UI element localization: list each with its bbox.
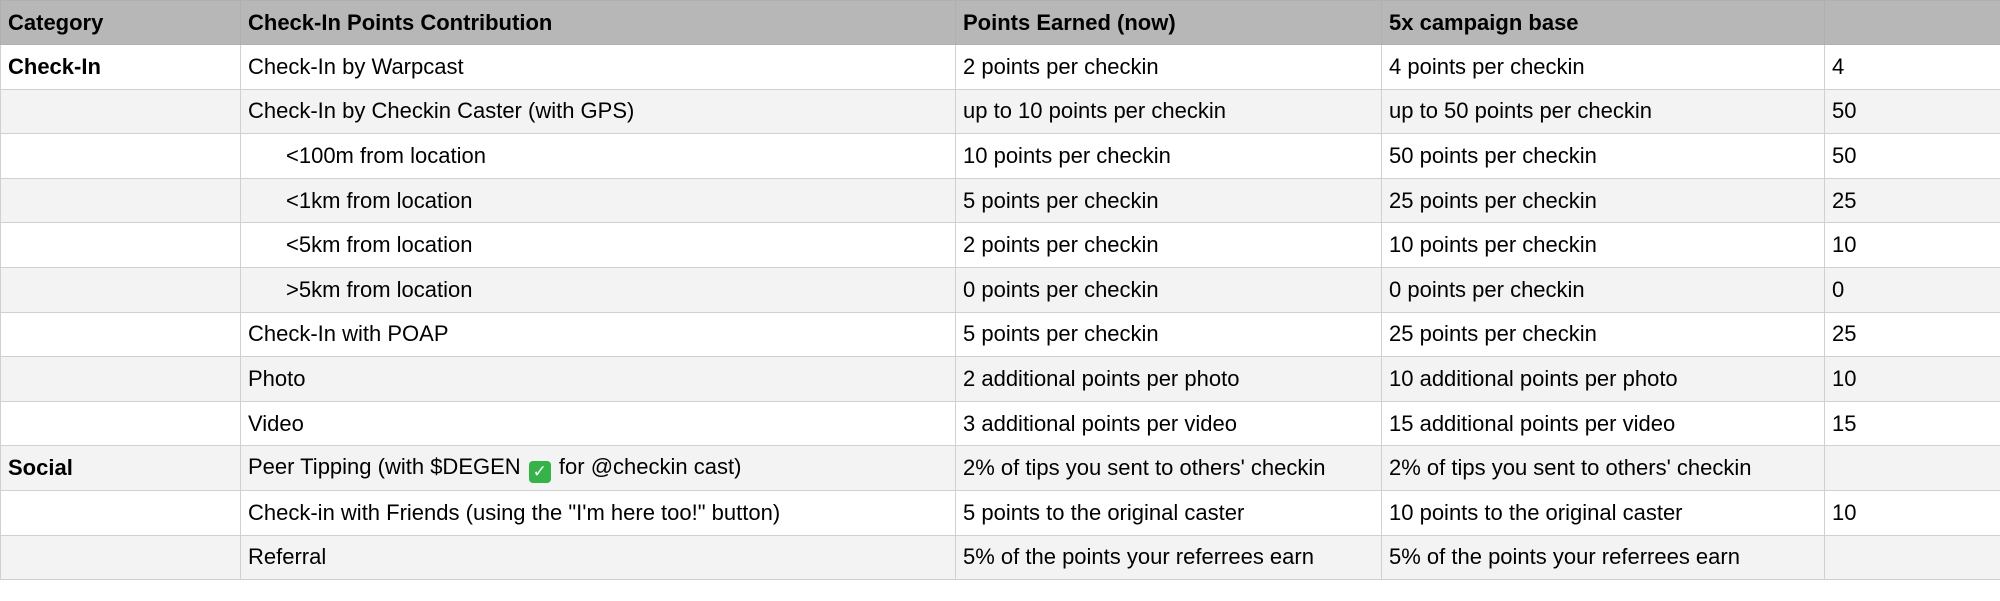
value-cell[interactable]: 50 bbox=[1825, 134, 2000, 179]
points-now-cell[interactable]: 5% of the points your referrees earn bbox=[956, 535, 1382, 580]
contribution-text-suffix: for @checkin cast) bbox=[552, 453, 742, 479]
campaign-cell[interactable]: 10 points to the original caster bbox=[1382, 490, 1825, 535]
value-cell[interactable]: 10 bbox=[1825, 223, 2000, 268]
points-now-cell[interactable]: 10 points per checkin bbox=[956, 134, 1382, 179]
points-now-cell[interactable]: 2% of tips you sent to others' checkin bbox=[956, 446, 1382, 491]
table-row bbox=[1, 223, 2000, 268]
campaign-cell[interactable]: up to 50 points per checkin bbox=[1382, 89, 1825, 134]
value-cell[interactable]: 10 bbox=[1825, 357, 2000, 402]
check-mark-emoji-icon: ✓ bbox=[529, 461, 551, 483]
contribution-cell[interactable] bbox=[241, 446, 956, 491]
category-cell[interactable]: Social bbox=[1, 446, 241, 491]
table-row bbox=[1, 357, 2000, 402]
campaign-cell[interactable]: 25 points per checkin bbox=[1382, 178, 1825, 223]
category-cell[interactable] bbox=[1, 89, 241, 134]
value-cell[interactable]: 50 bbox=[1825, 89, 2000, 134]
category-cell[interactable] bbox=[1, 357, 241, 402]
value-cell[interactable] bbox=[1825, 446, 2000, 491]
contribution-cell[interactable]: Referral bbox=[241, 535, 956, 580]
table-row bbox=[1, 89, 2000, 134]
header-empty[interactable] bbox=[1825, 1, 2000, 45]
header-contribution[interactable]: Check-In Points Contribution bbox=[241, 1, 956, 45]
category-cell[interactable] bbox=[1, 490, 241, 535]
header-category[interactable]: Category bbox=[1, 1, 241, 45]
contribution-text: <5km from location bbox=[286, 232, 473, 258]
campaign-cell[interactable]: 10 additional points per photo bbox=[1382, 357, 1825, 402]
points-now-cell[interactable]: 2 points per checkin bbox=[956, 45, 1382, 90]
points-now-cell[interactable]: 2 points per checkin bbox=[956, 223, 1382, 268]
points-now-cell[interactable]: 5 points per checkin bbox=[956, 312, 1382, 357]
points-now-cell[interactable]: 5 points per checkin bbox=[956, 178, 1382, 223]
header-points-earned-now[interactable]: Points Earned (now) bbox=[956, 1, 1382, 45]
campaign-cell[interactable]: 4 points per checkin bbox=[1382, 45, 1825, 90]
table-row bbox=[1, 134, 2000, 179]
header-row bbox=[1, 1, 2000, 45]
table-row bbox=[1, 267, 2000, 312]
value-cell[interactable]: 10 bbox=[1825, 490, 2000, 535]
table-row bbox=[1, 312, 2000, 357]
category-cell[interactable] bbox=[1, 223, 241, 268]
category-cell[interactable] bbox=[1, 535, 241, 580]
points-now-cell[interactable]: 5 points to the original caster bbox=[956, 490, 1382, 535]
contribution-text: <100m from location bbox=[286, 142, 486, 168]
category-cell[interactable] bbox=[1, 134, 241, 179]
category-cell[interactable] bbox=[1, 312, 241, 357]
contribution-cell[interactable]: Check-In by Warpcast bbox=[241, 45, 956, 90]
value-cell[interactable]: 0 bbox=[1825, 267, 2000, 312]
contribution-cell[interactable]: Check-in with Friends (using the "I'm here too!" button) bbox=[241, 490, 956, 535]
category-cell[interactable]: Check-In bbox=[1, 45, 241, 90]
contribution-cell[interactable] bbox=[241, 178, 956, 223]
table-row bbox=[1, 178, 2000, 223]
table-row bbox=[1, 490, 2000, 535]
header-campaign-base[interactable]: 5x campaign base bbox=[1382, 1, 1825, 45]
contribution-cell[interactable]: Check-In with POAP bbox=[241, 312, 956, 357]
campaign-cell[interactable]: 5% of the points your referrees earn bbox=[1382, 535, 1825, 580]
value-cell[interactable]: 25 bbox=[1825, 178, 2000, 223]
table-row bbox=[1, 45, 2000, 90]
category-cell[interactable] bbox=[1, 178, 241, 223]
contribution-cell[interactable]: Check-In by Checkin Caster (with GPS) bbox=[241, 89, 956, 134]
campaign-cell[interactable]: 10 points per checkin bbox=[1382, 223, 1825, 268]
points-now-cell[interactable]: 2 additional points per photo bbox=[956, 357, 1382, 402]
value-cell[interactable]: 25 bbox=[1825, 312, 2000, 357]
campaign-cell[interactable]: 50 points per checkin bbox=[1382, 134, 1825, 179]
campaign-cell[interactable]: 0 points per checkin bbox=[1382, 267, 1825, 312]
points-now-cell[interactable]: up to 10 points per checkin bbox=[956, 89, 1382, 134]
contribution-cell[interactable]: Photo bbox=[241, 357, 956, 402]
points-now-cell[interactable]: 0 points per checkin bbox=[956, 267, 1382, 312]
contribution-cell[interactable] bbox=[241, 134, 956, 179]
campaign-cell[interactable]: 15 additional points per video bbox=[1382, 401, 1825, 446]
value-cell[interactable] bbox=[1825, 535, 2000, 580]
contribution-cell[interactable] bbox=[241, 267, 956, 312]
contribution-text: <1km from location bbox=[286, 187, 473, 213]
points-now-cell[interactable]: 3 additional points per video bbox=[956, 401, 1382, 446]
campaign-cell[interactable]: 2% of tips you sent to others' checkin bbox=[1382, 446, 1825, 491]
contribution-text: >5km from location bbox=[286, 276, 473, 302]
category-cell[interactable] bbox=[1, 267, 241, 312]
table-row bbox=[1, 446, 2000, 491]
table-row bbox=[1, 401, 2000, 446]
value-cell[interactable]: 15 bbox=[1825, 401, 2000, 446]
value-cell[interactable]: 4 bbox=[1825, 45, 2000, 90]
table-row bbox=[1, 535, 2000, 580]
campaign-cell[interactable]: 25 points per checkin bbox=[1382, 312, 1825, 357]
contribution-cell[interactable]: Video bbox=[241, 401, 956, 446]
category-cell[interactable] bbox=[1, 401, 241, 446]
contribution-cell[interactable] bbox=[241, 223, 956, 268]
contribution-text: Peer Tipping (with $DEGEN bbox=[248, 453, 521, 479]
